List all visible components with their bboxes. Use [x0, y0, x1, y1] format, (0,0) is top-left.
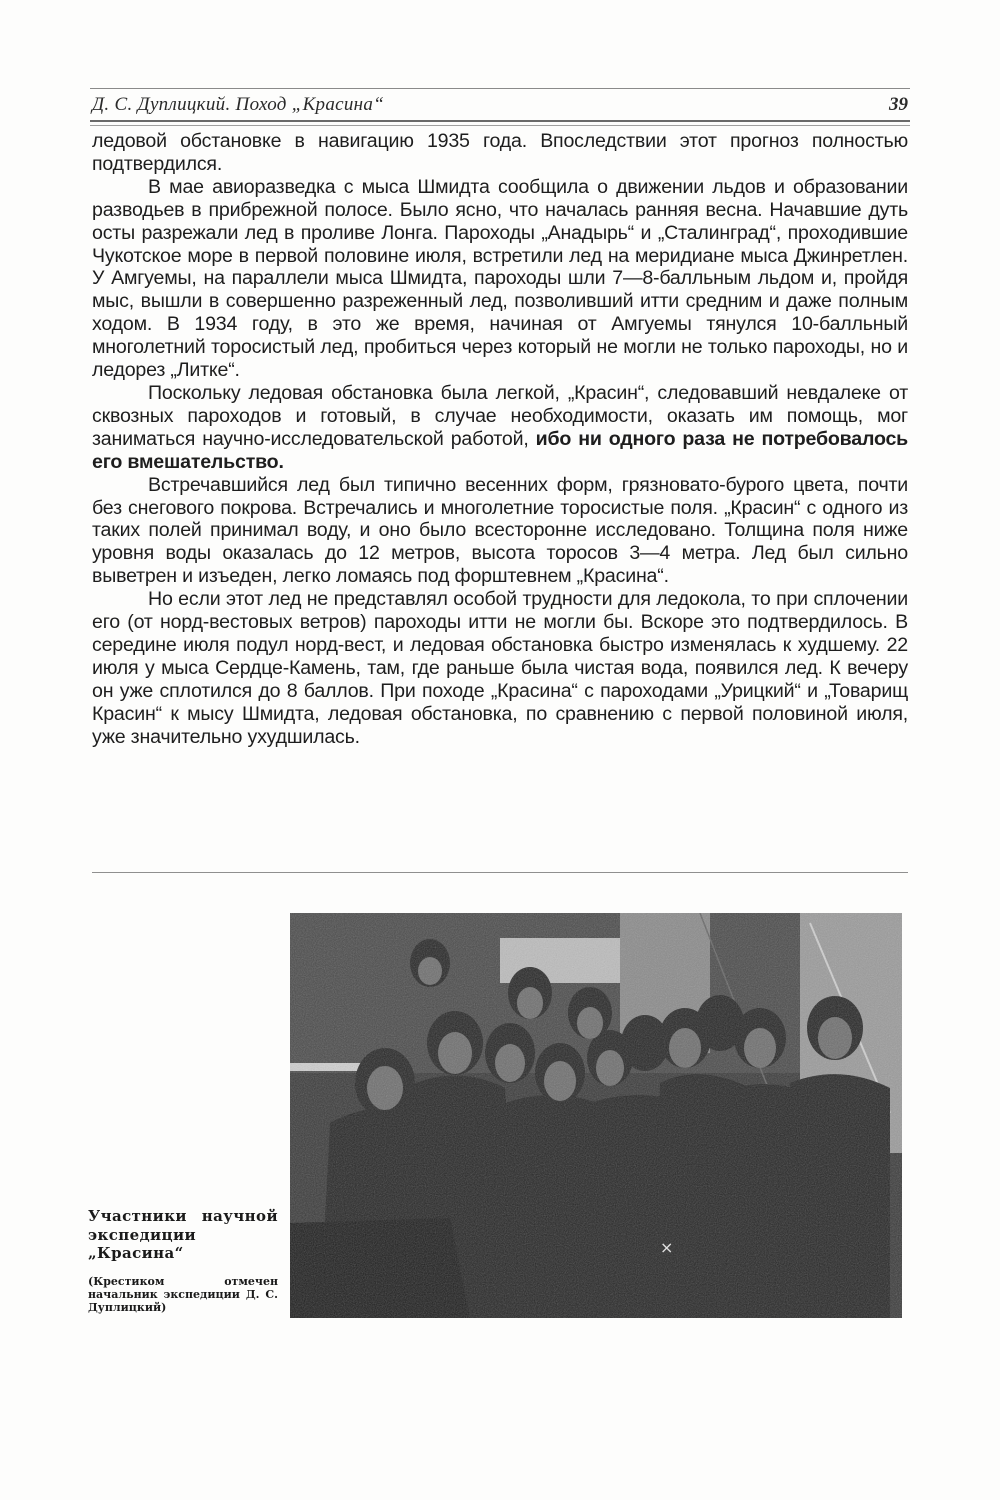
paragraph-3: [92, 382, 908, 474]
paragraph-3-text: Поскольку ледовая обстановка была легкой, „Красин“, следовавший невдалеке от сквозных пароходов и готовый, в случае необходимости, оказать им помощь, мог заниматься научно-исследовательской работой,: [92, 381, 908, 450]
photo-illustration: [290, 913, 902, 1318]
caption-note: (Крестиком отмечен начальник экспедиции Д. С. Дуплицкий): [88, 1274, 278, 1314]
figure-caption: [88, 1207, 278, 1314]
paragraph-5: Но если этот лед не представлял особой трудности для ледокола, то при сплочении его (от норд-вестовых ветров) пароходы итти не могли бы. Вскоре это подтвердилось. В середине июля подул норд-вест, и ледовая обстановка быстро изменялась к худшему. 22 июля у мыса Сердце-Камень, там, где раньше была чистая вода, появился лед. К вечеру он уже сплотился до 8 баллов. При походе „Красина“ с пароходами „Урицкий“ и „Товарищ Красин“ к мысу Шмидта, ледовая обстановка, по сравнению с первой половиной июля, уже значительно ухудшилась.: [92, 588, 908, 748]
paragraph-4: Встречавшийся лед был типично весенних форм, грязновато-бурого цвета, почти без снегового покрова. Встречались и многолетние торосистые поля. „Красин“ с одного из таких полей принимал воду, и оно было всесторонне исследовано. Толщина поля ниже уровня воды оказалась до 12 метров, высота торосов 3—4 метра. Лед был сильно выветрен и изъеден, легко ломаясь под форштевнем „Красина“.: [92, 473, 908, 588]
page-number: 39: [889, 94, 908, 115]
expedition-group-photo: [290, 913, 902, 1318]
article-body: [92, 130, 908, 748]
paragraph-3-bold-text: ибо ни одного раза не потребовалось его вмешательство.: [92, 427, 908, 473]
section-divider: [92, 872, 908, 873]
header-rule-top: [90, 88, 910, 89]
caption-title: Участники научной экспедиции „Красина“: [88, 1207, 278, 1262]
header-rule-bottom-thin: [90, 125, 910, 126]
header-rule-bottom: [90, 120, 910, 122]
paragraph-2: В мае авиоразведка с мыса Шмидта сообщила о движении льдов и образовании разводьев в прибрежной полосе. Было ясно, что началась ранняя весна. Начавшие дуть осты разрежали лед в проливе Лонга. Пароходы „Анадырь“ и „Сталинград“, проходившие Чукотское море в первой половине июля, встретили лед на меридиане мыса Джинретлен. У Амгуемы, на параллели мыса Шмидта, пароходы шли 7—8-балльным льдом и, пройдя мыс, вышли в совершенно разреженный лед, позволивший итти средним и даже полным ходом. В 1934 году, в это же время, начиная от Амгуемы тянулся 10-балльный многолетний торосистый лед, пробиться через который не могли не только пароходы, но и ледорез „Литке“.: [92, 175, 908, 382]
paragraph-1: ледовой обстановке в навигацию 1935 года. Впоследствии этот прогноз полностью подтвердился.: [92, 130, 908, 175]
running-head: Д. С. Дуплицкий. Поход „Красина“: [92, 94, 385, 115]
page-header: [90, 88, 910, 122]
